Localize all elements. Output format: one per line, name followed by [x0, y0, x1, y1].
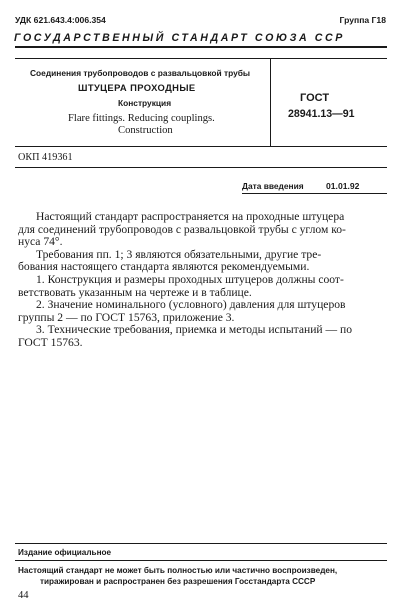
- paragraph-3-line-2: ветствовать указанным на чертеже и в таблице.: [18, 285, 252, 299]
- intro-date-value: 01.01.92: [326, 181, 360, 191]
- intro-date-rule: [242, 193, 387, 194]
- copyright-notice-line-1: Настоящий стандарт не может быть полностью или частично воспроизведен,: [18, 566, 338, 575]
- frame-bottom-rule: [15, 146, 387, 147]
- intro-date-label: Дата введения: [242, 181, 304, 191]
- paragraph-1-line-2: для соединений трубопроводов с развальцовкой трубы с углом ко-: [18, 222, 346, 236]
- udk-code: УДК 621.643.4:006.354: [15, 15, 106, 25]
- page-number: 44: [18, 590, 29, 601]
- title-line-2: ШТУЦЕРА ПРОХОДНЫЕ: [78, 82, 196, 93]
- title-english-1: Flare fittings. Reducing couplings.: [68, 113, 215, 124]
- paragraph-1-line-1: Настоящий стандарт распространяется на проходные штуцера: [36, 210, 345, 223]
- paragraph-2-line-1: Требования пп. 1; 3 являются обязательными, другие тре-: [36, 247, 322, 261]
- okp-code: ОКП 419361: [18, 152, 73, 163]
- banner-underline: [15, 46, 387, 48]
- gost-label: ГОСТ: [300, 92, 330, 104]
- footer-middle-rule: [15, 560, 387, 561]
- okp-rule: [15, 167, 387, 168]
- paragraph-4-line-2: группы 2 — по ГОСТ 15763, приложение 3.: [18, 310, 235, 324]
- paragraph-5-line-2: ГОСТ 15763.: [18, 335, 83, 349]
- group-code: Группа Г18: [339, 15, 386, 25]
- edition-label: Издание официальное: [18, 548, 112, 557]
- paragraph-1-line-3: нуса 74°.: [18, 235, 63, 249]
- frame-vertical-divider: [270, 58, 271, 146]
- title-line-1: Соединения трубопроводов с развальцовкой трубы: [30, 68, 251, 78]
- body-text: [18, 211, 384, 350]
- paragraph-5-line-1: 3. Технические требования, приемка и методы испытаний — по: [36, 323, 353, 337]
- paragraph-4-line-1: 2. Значение номинального (условного) давления для штуцеров: [36, 298, 346, 312]
- paragraph-3-line-1: 1. Конструкция и размеры проходных штуцеров должны соот-: [36, 272, 344, 286]
- title-line-3: Конструкция: [118, 98, 172, 108]
- footer-top-rule: [15, 543, 387, 544]
- standard-banner: ГОСУДАРСТВЕННЫЙ СТАНДАРТ СОЮЗА ССР: [14, 32, 345, 44]
- frame-top-rule: [15, 58, 387, 59]
- gost-number: 28941.13—91: [288, 108, 355, 120]
- title-english-2: Construction: [118, 125, 173, 136]
- paragraph-2-line-2: бования настоящего стандарта являются рекомендуемыми.: [18, 260, 310, 274]
- copyright-notice-line-2: тиражирован и распространен без разрешения Госстандарта СССР: [40, 577, 316, 586]
